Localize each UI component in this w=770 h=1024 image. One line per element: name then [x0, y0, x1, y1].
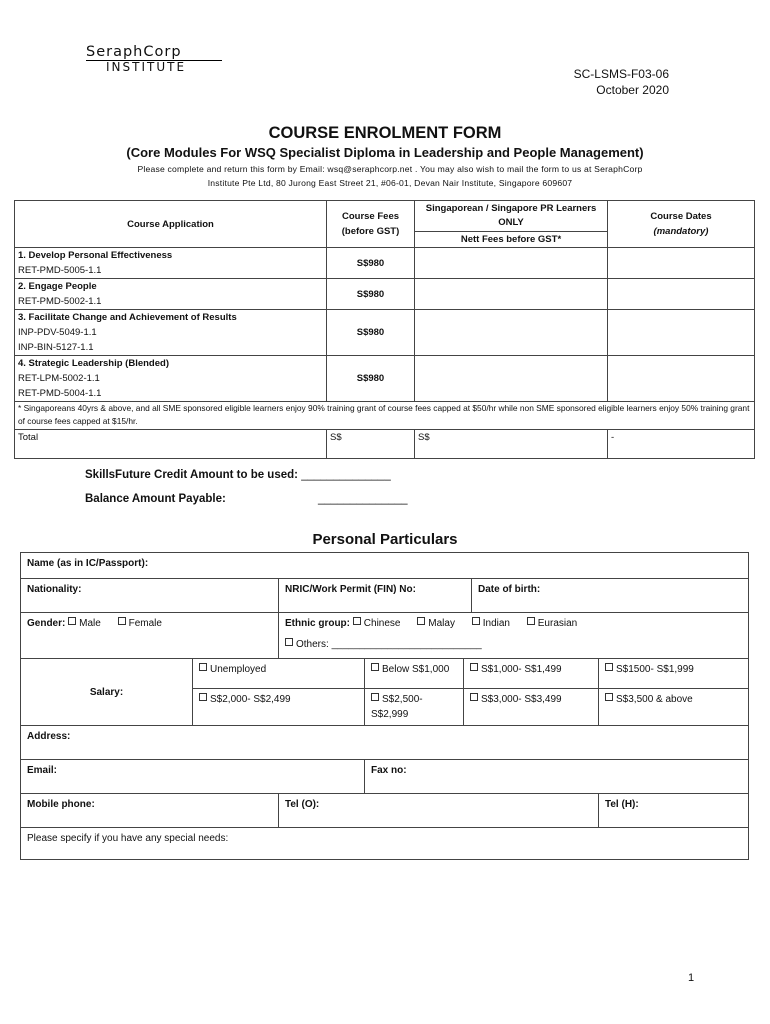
course-fee: S$980 [327, 310, 415, 356]
checkbox-icon[interactable] [605, 693, 613, 701]
salary-label: Salary: [21, 659, 193, 726]
skillsfuture-amount-field[interactable]: ______________ [301, 469, 391, 481]
table-row [15, 248, 755, 279]
course-code: RET-PMD-5005-1.1 [18, 265, 102, 276]
course-date-field[interactable] [608, 248, 755, 279]
nett-fee-field[interactable] [415, 279, 608, 310]
personal-particulars-title: Personal Particulars [312, 531, 458, 548]
total-dates-field[interactable]: - [608, 430, 755, 459]
table-row [15, 279, 755, 310]
skillsfuture-credit [85, 469, 391, 481]
course-name: 4. Strategic Leadership (Blended) [18, 358, 169, 369]
salary-option-label: S$3,500 & above [616, 694, 693, 705]
salary-option-label: Below S$1,000 [382, 664, 450, 675]
course-cell [15, 248, 327, 279]
salary-option-label: Unemployed [210, 664, 267, 675]
checkbox-icon[interactable] [527, 617, 535, 625]
ethnic-malay: Malay [428, 618, 455, 629]
gender-label: Gender: [27, 618, 66, 629]
checkbox-icon[interactable] [68, 617, 76, 625]
header-course-dates-label: Course Dates [650, 211, 712, 222]
ethnic-chinese: Chinese [363, 618, 401, 629]
checkbox-icon[interactable] [470, 663, 478, 671]
checkbox-icon[interactable] [199, 693, 207, 701]
checkbox-icon[interactable] [199, 663, 207, 671]
salary-option[interactable] [365, 659, 464, 689]
balance-amount-field[interactable]: ______________ [318, 493, 408, 505]
logo-wordmark: SeraphCorp [86, 44, 182, 60]
gender-cell [21, 613, 279, 659]
salary-option-label: S$2,000- S$2,499 [210, 694, 291, 705]
instructions-line-2: Institute Pte Ltd, 80 Jurong East Street 21, #06-01, Devan Nair Institute, Singapore 609607 [207, 178, 573, 188]
checkbox-icon[interactable] [353, 617, 361, 625]
skillsfuture-label: SkillsFuture Credit Amount to be used: [85, 469, 298, 481]
course-code: INP-BIN-5127-1.1 [18, 342, 94, 353]
salary-option[interactable] [193, 689, 365, 726]
course-fee: S$980 [327, 248, 415, 279]
page-subtitle: (Core Modules For WSQ Specialist Diploma in Leadership and People Management) [126, 145, 644, 160]
table-row [15, 310, 755, 356]
header-sg-learners: Singaporean / Singapore PR Learners ONLY [415, 201, 608, 232]
ethnic-cell [279, 613, 749, 659]
ethnic-others[interactable]: Others: ___________________________ [296, 639, 482, 650]
course-date-field[interactable] [608, 310, 755, 356]
nationality-field[interactable]: Nationality: [21, 579, 279, 613]
checkbox-icon[interactable] [371, 693, 379, 701]
header-course-application: Course Application [15, 201, 327, 248]
document-reference [574, 66, 669, 98]
special-needs-field[interactable]: Please specify if you have any special needs: [21, 828, 749, 860]
salary-option[interactable] [365, 689, 464, 726]
document-date: October 2020 [596, 83, 669, 97]
table-row [15, 356, 755, 402]
course-date-field[interactable] [608, 279, 755, 310]
checkbox-icon[interactable] [285, 638, 293, 646]
total-row [15, 430, 755, 459]
balance-label: Balance Amount Payable: [85, 493, 226, 505]
salary-option[interactable] [464, 689, 599, 726]
gender-female: Female [128, 618, 162, 629]
course-cell [15, 356, 327, 402]
salary-option-label: S$1,000- S$1,499 [481, 664, 562, 675]
logo-subtitle: INSTITUTE [106, 60, 187, 74]
course-cell [15, 310, 327, 356]
header-course-dates [608, 201, 755, 248]
total-label: Total [15, 430, 327, 459]
nett-fee-field[interactable] [415, 248, 608, 279]
email-field[interactable]: Email: [21, 760, 365, 794]
course-table [14, 200, 755, 459]
address-field[interactable]: Address: [21, 726, 749, 760]
salary-option[interactable] [464, 659, 599, 689]
checkbox-icon[interactable] [118, 617, 126, 625]
gender-male: Male [79, 618, 101, 629]
checkbox-icon[interactable] [470, 693, 478, 701]
nett-fee-field[interactable] [415, 356, 608, 402]
tel-home-field[interactable]: Tel (H): [599, 794, 749, 828]
ethnic-label: Ethnic group: [285, 618, 350, 629]
salary-option-label: S$2,500- S$2,999 [371, 694, 423, 720]
tel-office-field[interactable]: Tel (O): [279, 794, 599, 828]
ethnic-eurasian: Eurasian [537, 618, 578, 629]
course-name: 1. Develop Personal Effectiveness [18, 250, 173, 261]
course-date-field[interactable] [608, 356, 755, 402]
checkbox-icon[interactable] [605, 663, 613, 671]
salary-option[interactable] [599, 659, 749, 689]
fax-field[interactable]: Fax no: [365, 760, 749, 794]
checkbox-icon[interactable] [472, 617, 480, 625]
header-nett-fees: Nett Fees before GST* [415, 232, 608, 248]
salary-option[interactable] [599, 689, 749, 726]
total-nett-field[interactable]: S$ [415, 430, 608, 459]
instructions-line-1: Please complete and return this form by Email: wsq@seraphcorp.net . You may also wish to mail the form to us at SeraphCorp [137, 164, 643, 174]
nett-fee-field[interactable] [415, 310, 608, 356]
course-cell [15, 279, 327, 310]
course-code: RET-PMD-5004-1.1 [18, 388, 102, 399]
document-code: SC-LSMS-F03-06 [573, 67, 669, 81]
salary-option-label: S$1500- S$1,999 [616, 664, 694, 675]
ethnic-indian: Indian [482, 618, 510, 629]
course-fee: S$980 [327, 356, 415, 402]
dob-field[interactable]: Date of birth: [472, 579, 749, 613]
course-name: 3. Facilitate Change and Achievement of Results [18, 312, 237, 323]
header-course-fees: Course Fees (before GST) [327, 201, 415, 248]
course-name: 2. Engage People [18, 281, 97, 292]
personal-particulars-table [20, 552, 749, 860]
name-field[interactable]: Name (as in IC/Passport): [21, 553, 749, 579]
grant-note: * Singaporeans 40yrs & above, and all SME sponsored eligible learners enjoy 90% training grant of course fees capped at $50/hr while non SME sponsored eligible learners enjoy 50% training grant of course fees capped at $15/hr. [15, 402, 755, 430]
page-title: COURSE ENROLMENT FORM [268, 124, 502, 142]
course-code: RET-PMD-5002-1.1 [18, 296, 102, 307]
course-code: RET-LPM-5002-1.1 [18, 373, 100, 384]
checkbox-icon[interactable] [371, 663, 379, 671]
checkbox-icon[interactable] [417, 617, 425, 625]
course-code: INP-PDV-5049-1.1 [18, 327, 97, 338]
course-fee: S$980 [327, 279, 415, 310]
balance-payable [85, 493, 408, 505]
nric-field[interactable]: NRIC/Work Permit (FIN) No: [279, 579, 472, 613]
salary-option[interactable] [193, 659, 365, 689]
mobile-phone-field[interactable]: Mobile phone: [21, 794, 279, 828]
header-course-dates-note: (mandatory) [653, 226, 709, 237]
total-fee-field[interactable]: S$ [327, 430, 415, 459]
instructions [60, 162, 720, 190]
salary-option-label: S$3,000- S$3,499 [481, 694, 562, 705]
page-number: 1 [688, 972, 695, 984]
